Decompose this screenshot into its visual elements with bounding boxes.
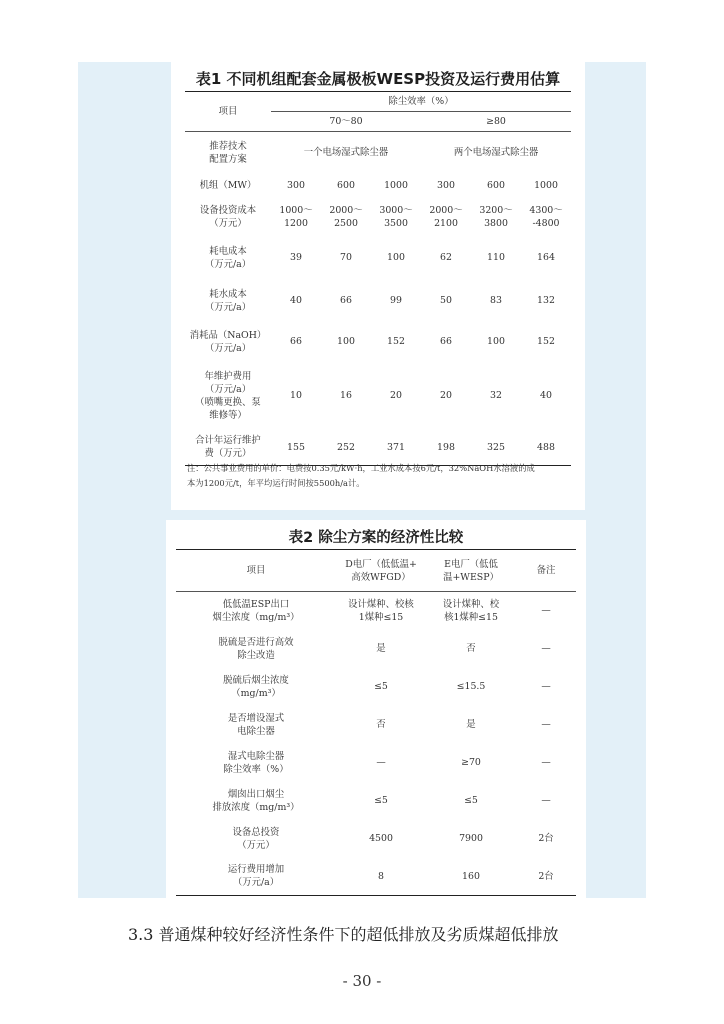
label-line: 低低温ESP出口 <box>222 598 290 610</box>
label-line: 年维护费用 <box>204 370 252 382</box>
table-cell: 8 <box>378 870 384 882</box>
label-line: （喷嘴更换、泵 <box>195 396 261 408</box>
table-cell: ≤15.5 <box>456 681 486 692</box>
table1-scheme-two-field: 两个电场湿式除尘器 <box>421 132 571 174</box>
table2-row-label <box>176 820 336 858</box>
table-cell: 是 <box>376 643 386 654</box>
table-row <box>185 280 571 322</box>
label-line: 设备总投资 <box>232 826 280 838</box>
cell-line: 3800 <box>484 217 508 229</box>
table2 <box>176 549 576 896</box>
table-cell: 160 <box>462 870 480 882</box>
table-cell: 7900 <box>459 833 483 844</box>
table1 <box>185 91 571 466</box>
cell-line: 2100 <box>434 217 458 229</box>
table-cell <box>426 592 516 630</box>
table-cell: 1000 <box>534 180 558 191</box>
cell-line: 3500 <box>384 217 408 229</box>
cell-line: 2000～ <box>429 204 463 216</box>
table1-row-label: 机组（MW） <box>199 180 257 191</box>
table-cell: 600 <box>337 180 355 191</box>
header-line: 高效WFGD） <box>351 571 411 583</box>
table2-row-label <box>176 858 336 896</box>
table2-figure <box>166 520 586 898</box>
label-line: 是否增设湿式 <box>227 712 285 724</box>
cell-line: 设计煤种、校 <box>442 598 500 610</box>
table-row <box>176 668 576 706</box>
label-line: 消耗品（NaOH） <box>189 329 267 341</box>
cell-line: 1000～ <box>279 204 313 216</box>
table-cell: 10 <box>290 390 302 401</box>
table2-title: 表2 除尘方案的经济性比较 <box>288 530 464 546</box>
table-cell: 83 <box>490 295 502 306</box>
label-line: （万元/a） <box>204 342 252 354</box>
label-line: 耗电成本 <box>209 245 247 257</box>
label-line: 湿式电除尘器 <box>227 750 285 762</box>
table-cell: ≤5 <box>374 795 388 806</box>
section-heading: 3.3 普通煤种较好经济性条件下的超低排放及劣质煤超低排放 <box>128 925 559 944</box>
table2-d-plant-header <box>336 550 426 592</box>
table-cell: — <box>541 643 551 654</box>
table-row <box>176 744 576 782</box>
table-cell: 300 <box>287 180 305 191</box>
table-cell <box>336 592 426 630</box>
table-cell: 152 <box>387 336 405 347</box>
table-cell: 20 <box>440 390 452 401</box>
table-row <box>185 174 571 198</box>
table-cell <box>471 198 521 236</box>
table2-row-label <box>176 592 336 630</box>
table-cell: 16 <box>340 390 352 401</box>
table-cell: — <box>541 719 551 730</box>
table-cell: 否 <box>466 643 476 654</box>
table-cell: 4500 <box>369 833 393 844</box>
table-cell: 110 <box>487 252 505 263</box>
table-cell: 300 <box>437 180 455 191</box>
table-row <box>176 706 576 744</box>
table-cell: 40 <box>290 295 302 306</box>
table-cell: 155 <box>287 441 305 453</box>
table2-row-label <box>176 706 336 744</box>
table-cell: 66 <box>340 295 352 306</box>
cell-line: 4300～ <box>529 204 563 216</box>
table-cell <box>321 198 371 236</box>
table-cell: 152 <box>537 336 555 347</box>
table1-range-high: ≥80 <box>421 112 571 132</box>
label-line: 维修等） <box>209 409 247 421</box>
table-row <box>176 592 576 630</box>
label-line: （万元/a） <box>204 258 252 270</box>
header-line: 温+WESP） <box>443 571 499 583</box>
table-row <box>176 858 576 896</box>
table-cell: 325 <box>487 441 505 453</box>
cell-line: 核1煤种≤15 <box>444 611 498 623</box>
label-line: （万元） <box>209 217 247 229</box>
table1-note <box>187 461 579 491</box>
table-cell: 2台 <box>538 870 554 882</box>
cell-line: 3000～ <box>379 204 413 216</box>
table-cell: — <box>541 795 551 806</box>
note-line: 本为1200元/t，年平均运行时间按5500h/a计。 <box>187 478 365 488</box>
table-cell: 40 <box>540 390 552 401</box>
table1-scheme-label <box>185 132 271 174</box>
table2-row-label <box>176 668 336 706</box>
label-line: 脱硫是否进行高效 <box>218 636 294 648</box>
table-cell: 否 <box>376 719 386 730</box>
table-cell: — <box>541 681 551 692</box>
table-cell: ≤5 <box>374 681 388 692</box>
cell-line: -4800 <box>532 217 560 229</box>
label-line: 运行费用增加 <box>227 864 285 876</box>
table-cell: 70 <box>340 252 352 263</box>
table-row <box>185 362 571 430</box>
table2-e-plant-header <box>426 550 516 592</box>
label-line: 烟尘浓度（mg/m³） <box>212 611 300 623</box>
table-cell: 39 <box>290 252 302 263</box>
table-row <box>185 198 571 236</box>
table1-row-label <box>185 198 271 236</box>
label-line: 设备投资成本 <box>199 204 257 216</box>
label-line: 脱硫后烟尘浓度 <box>223 674 289 686</box>
table2-item-header: 项目 <box>176 550 336 592</box>
label-line: （mg/m³） <box>231 687 281 699</box>
label-line: 烟囱出口烟尘 <box>227 788 285 800</box>
table-cell: 32 <box>490 390 502 401</box>
table-row <box>176 820 576 858</box>
table-cell: — <box>376 757 386 768</box>
table1-row-label <box>185 322 271 362</box>
cell-line: 3200～ <box>479 204 513 216</box>
table1-figure <box>171 62 585 510</box>
table1-scheme-label-line: 配置方案 <box>209 153 247 165</box>
table-cell: 99 <box>390 295 402 306</box>
table-cell: 100 <box>337 336 355 347</box>
table1-scheme-one-field: 一个电场湿式除尘器 <box>271 132 421 174</box>
label-line: 电除尘器 <box>237 725 275 737</box>
page-number: - 30 - <box>342 972 382 990</box>
table-cell: 371 <box>387 441 405 453</box>
label-line: （万元/a） <box>204 383 252 395</box>
cell-line: 2500 <box>334 217 358 229</box>
table-cell: 132 <box>537 295 555 306</box>
header-line: D电厂（低低温+ <box>345 558 417 570</box>
cell-line: 1煤种≤15 <box>358 611 404 623</box>
table-cell: 100 <box>487 336 505 347</box>
table-cell: 是 <box>466 719 476 730</box>
table-cell: 20 <box>390 390 402 401</box>
header-line: E电厂（低低 <box>444 558 498 570</box>
table1-scheme-label-line: 推荐技术 <box>209 140 247 152</box>
label-line: （万元/a） <box>204 301 252 313</box>
table-cell: 600 <box>487 180 505 191</box>
table-cell: 66 <box>290 336 302 347</box>
table-cell <box>421 198 471 236</box>
table-row <box>176 630 576 668</box>
table-cell: — <box>541 757 551 768</box>
table1-range-low: 70～80 <box>271 112 421 132</box>
label-line: （万元） <box>237 839 275 851</box>
note-line: 注：公共事业费用的单价：电费按0.35元/kW·h，工业水成本按6元/t，32%NaOH水溶液的成 <box>187 463 535 473</box>
table-cell: ≥70 <box>461 757 481 768</box>
table-cell <box>521 198 571 236</box>
table-cell: 66 <box>440 336 452 347</box>
table-row <box>185 322 571 362</box>
label-line: 除尘改造 <box>237 649 275 661</box>
label-line: 耗水成本 <box>209 288 247 300</box>
table-cell <box>371 198 421 236</box>
table2-remark-header: 备注 <box>516 550 576 592</box>
table-cell: 164 <box>537 252 555 263</box>
table1-title: 表1 不同机组配套金属极板WESP投资及运行费用估算 <box>195 70 561 88</box>
table-cell: 100 <box>387 252 405 263</box>
cell-line: 1200 <box>284 217 308 229</box>
table2-row-label <box>176 744 336 782</box>
table-cell: 50 <box>440 295 452 306</box>
table1-row-label <box>185 236 271 280</box>
table2-row-label <box>176 630 336 668</box>
label-line: 除尘效率（%） <box>223 763 289 775</box>
table1-item-header: 项目 <box>218 106 238 117</box>
table-cell: 2台 <box>538 833 554 844</box>
table1-row-label <box>185 362 271 430</box>
table-cell: 488 <box>537 441 555 453</box>
cell-line: 2000～ <box>329 204 363 216</box>
table-row <box>176 782 576 820</box>
label-line: （万元/a） <box>232 877 280 889</box>
table-cell: ≤5 <box>464 795 478 806</box>
table-cell: 1000 <box>384 180 408 191</box>
cell-line: 设计煤种、校核 <box>348 598 414 610</box>
label-line: 费（万元） <box>204 448 252 460</box>
label-line: 排放浓度（mg/m³） <box>212 801 300 813</box>
table-cell <box>271 198 321 236</box>
table-cell: 198 <box>437 441 455 453</box>
table-cell: 62 <box>440 252 452 263</box>
table-row <box>185 236 571 280</box>
label-line: 合计年运行维护 <box>195 435 261 447</box>
table1-efficiency-header: 除尘效率（%） <box>271 92 571 112</box>
table-cell: — <box>541 605 551 617</box>
table1-row-label <box>185 280 271 322</box>
table-cell: 252 <box>337 441 355 453</box>
table2-row-label <box>176 782 336 820</box>
